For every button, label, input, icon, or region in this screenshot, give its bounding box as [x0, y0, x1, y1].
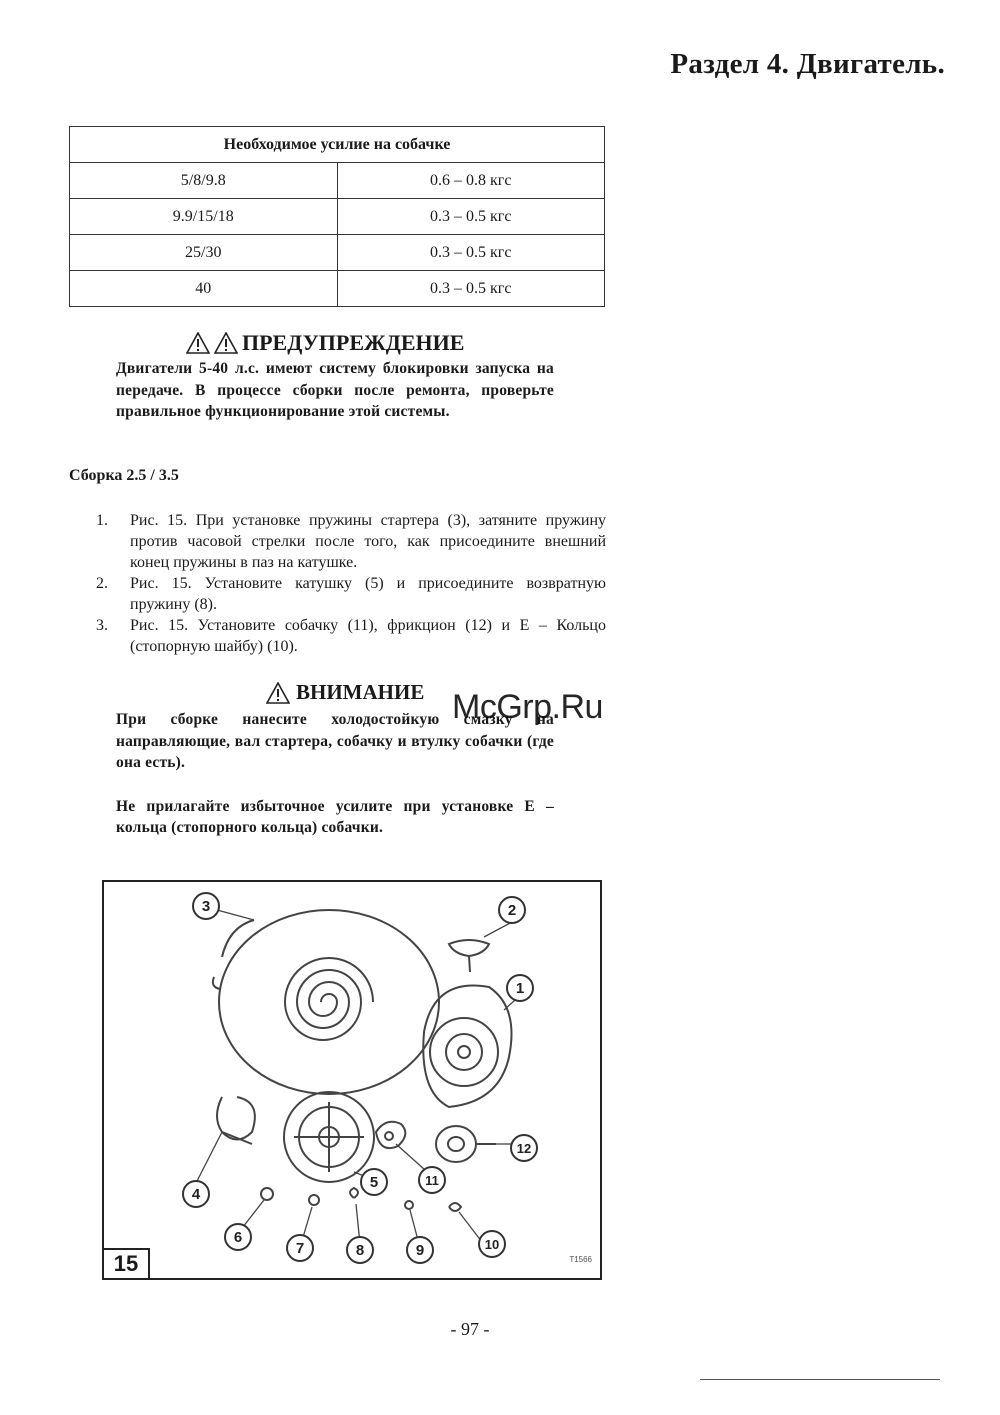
table-row: [70, 271, 605, 307]
step-text: Рис. 15. Установите катушку (5) и присоедините возвратную пружину (8).: [130, 575, 606, 613]
force-table: [69, 126, 605, 307]
figure-code: T1566: [569, 1255, 592, 1264]
friction-plate-part: [436, 1126, 496, 1162]
step-number: 3.: [96, 617, 108, 634]
step-number: 2.: [96, 575, 108, 592]
return-spring-part: [217, 1097, 255, 1144]
warning-icon: [266, 682, 290, 704]
table-cell-model: 25/30: [70, 235, 338, 271]
callout-9: 9: [415, 1242, 425, 1259]
attention-text: [116, 709, 554, 861]
assembly-steps: [96, 510, 606, 657]
attention-paragraph: При сборке нанесите холодостойкую смазку на направляющие, вал стартера, собачку и втулку собачки (где она есть).: [116, 711, 554, 771]
exploded-diagram: [102, 880, 602, 1280]
starter-spring-part: [213, 910, 439, 1094]
table-row: [70, 235, 605, 271]
table-header-row: [70, 127, 605, 163]
callout-4: 4: [191, 1186, 201, 1203]
warning-icon: [186, 332, 210, 354]
section-heading: Сборка 2.5 / 3.5: [69, 467, 179, 484]
page-number: - 97 -: [450, 1319, 490, 1339]
table-cell-force: 0.3 – 0.5 кгс: [337, 235, 605, 271]
attention-heading-text: ВНИМАНИЕ: [296, 680, 425, 704]
list-item: [96, 573, 606, 615]
callout-12: 12: [516, 1141, 532, 1156]
attention-paragraph: Не прилагайте избыточное усилите при установке Е – кольца (стопорного кольца) собачки.: [116, 797, 554, 836]
handle-part: [449, 940, 489, 972]
table-cell-model: 40: [70, 271, 338, 307]
callout-2: 2: [507, 902, 517, 919]
warning-icon: [214, 332, 238, 354]
footer-divider: [700, 1379, 940, 1380]
reel-part: [284, 1092, 374, 1182]
table-row: [70, 199, 605, 235]
warning-heading-text: ПРЕДУПРЕЖДЕНИЕ: [242, 330, 465, 355]
figure-number: 15: [104, 1248, 150, 1278]
list-item: [96, 510, 606, 573]
callout-1: 1: [515, 980, 525, 997]
callout-6: 6: [233, 1229, 243, 1246]
table-cell-model: 5/8/9.8: [70, 163, 338, 199]
table-header: Необходимое усилие на собачке: [70, 127, 605, 163]
warning-heading: [186, 330, 464, 356]
table-cell-force: 0.6 – 0.8 кгс: [337, 163, 605, 199]
callout-8: 8: [355, 1242, 365, 1259]
table-cell-force: 0.3 – 0.5 кгс: [337, 271, 605, 307]
step-number: 1.: [96, 512, 108, 529]
page-title: Раздел 4. Двигатель.: [670, 48, 945, 80]
step-text: Рис. 15. При установке пружины стартера (3), затяните пружину против часовой стрелки после того, как присоедините внешний конец пружины в паз на катушке.: [130, 512, 606, 571]
table-cell-force: 0.3 – 0.5 кгс: [337, 199, 605, 235]
list-item: [96, 615, 606, 657]
callout-7: 7: [295, 1240, 305, 1257]
pawl-part: [376, 1122, 405, 1148]
callout-5: 5: [369, 1174, 379, 1191]
starter-case-part: [423, 985, 511, 1107]
table-row: [70, 163, 605, 199]
step-text: Рис. 15. Установите собачку (11), фрикцион (12) и Е – Кольцо (стопорную шайбу) (10).: [130, 617, 606, 655]
callout-11: 11: [425, 1173, 439, 1188]
starter-parts-illustration: [104, 882, 600, 1278]
table-cell-model: 9.9/15/18: [70, 199, 338, 235]
callout-3: 3: [201, 898, 211, 915]
callout-10: 10: [484, 1237, 500, 1252]
watermark: McGrp.Ru: [452, 688, 603, 726]
warning-text: Двигатели 5-40 л.с. имеют систему блокировки запуска на передаче. В процессе сборки после ремонта, проверьте правильное функционирование этой системы.: [116, 360, 554, 420]
attention-heading: [266, 680, 424, 705]
